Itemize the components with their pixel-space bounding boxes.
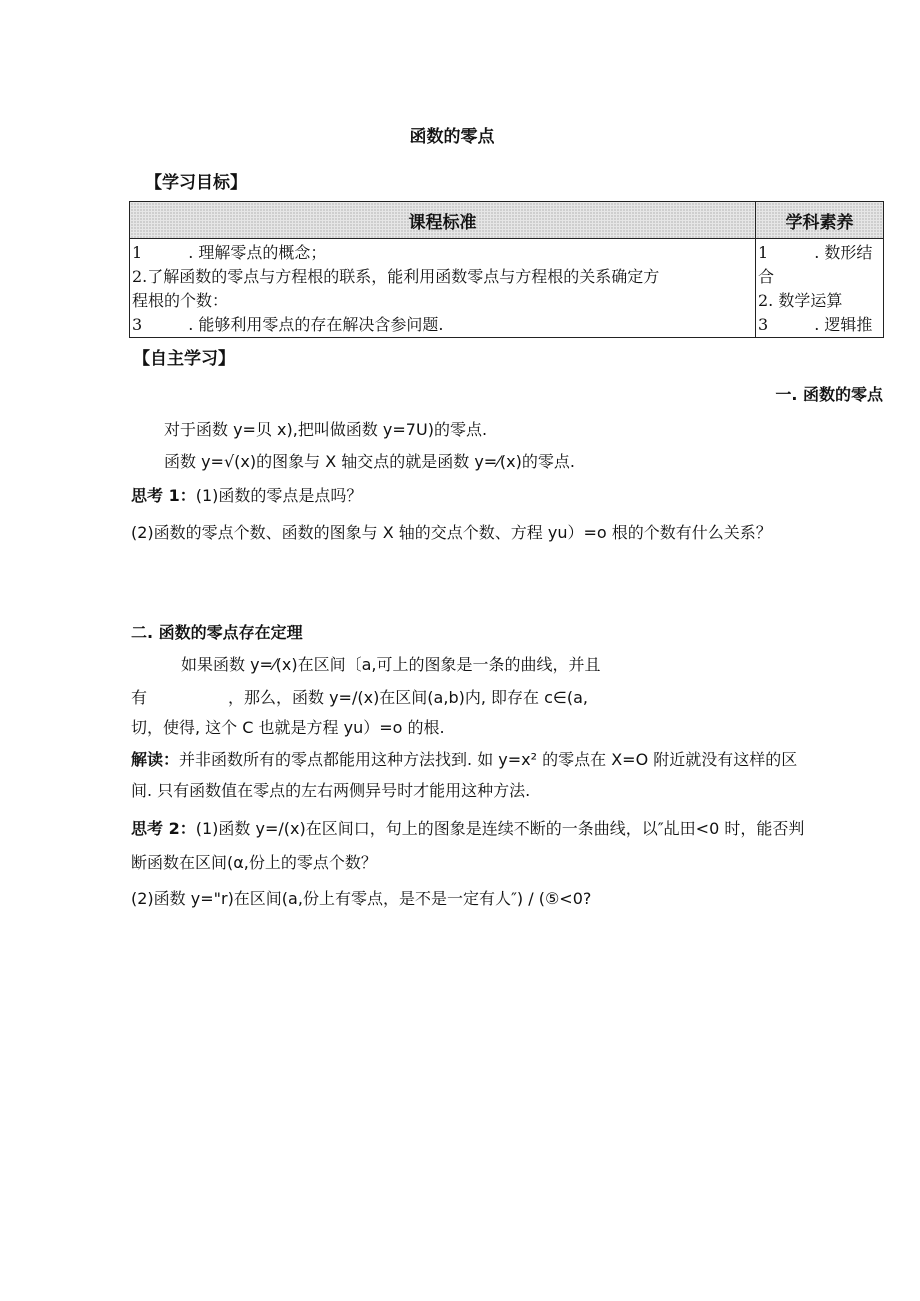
goals-table <box>129 201 884 338</box>
literacy-item-1-text: . 数形结 <box>814 243 873 262</box>
interpretation-label: 解读： <box>131 750 180 769</box>
literacy-item-1-num: 1 <box>758 243 769 262</box>
learning-goals-heading: 【学习目标】 <box>145 173 247 193</box>
think-1 <box>131 484 362 508</box>
standard-item-1-num: 1 <box>132 243 143 262</box>
header-subject-literacy: 学科素养 <box>756 202 884 239</box>
literacy-item-3 <box>758 313 882 337</box>
standard-item-1 <box>132 241 754 265</box>
goals-table-header-row <box>130 202 884 239</box>
section-2-line-2b: ，那么，函数 y=/(x)在区间(a,b)内, 即存在 c∈(a, <box>228 688 588 707</box>
section-1-line-2: 函数 y=√(x)的图象与 X 轴交点的就是函数 y=⁄(x)的零点. <box>164 452 575 471</box>
standard-item-2-line-1: 2.了解函数的零点与方程根的联系，能利用函数零点与方程根的关系确定方 <box>132 267 660 286</box>
interpretation-text-1: 并非函数所有的零点都能用这种方法找到. 如 y=x² 的零点在 X=O 附近就没有这样的区 <box>179 750 798 769</box>
think-2-question-1a: (1)函数 y=/(x)在区间口，句上的图象是连续不断的一条曲线，以″乩田<0 时，能否判 <box>195 819 805 838</box>
subject-literacy-cell <box>756 239 884 338</box>
section-2-line-3: 切，使得, 这个 C 也就是方程 yu）=o 的根. <box>131 718 445 737</box>
self-study-heading: 【自主学习】 <box>133 349 235 369</box>
standard-item-2-line-2: 程根的个数： <box>132 291 229 310</box>
literacy-item-3-text: . 逻辑推 <box>814 315 873 334</box>
course-standard-cell <box>130 239 756 338</box>
standard-item-3 <box>132 313 754 337</box>
section-2-line-2a: 有 <box>131 688 148 707</box>
interpretation <box>131 748 797 772</box>
think-1-question-1: (1)函数的零点是点吗？ <box>195 486 363 505</box>
think-2-question-1b: 断函数在区间(α,份上的零点个数？ <box>131 853 377 872</box>
think-2-question-2: (2)函数 y="r)在区间(a,份上有零点，是不是一定有人″) / (⑤<0? <box>131 889 592 908</box>
standard-item-1-text: . 理解零点的概念； <box>188 243 327 262</box>
section-1-heading: 一. 函数的零点 <box>775 385 883 404</box>
literacy-item-3-num: 3 <box>758 315 769 334</box>
literacy-item-1 <box>758 241 882 265</box>
standard-item-3-num: 3 <box>132 315 143 334</box>
literacy-item-2: 2. 数学运算 <box>758 291 843 310</box>
think-2 <box>131 817 804 841</box>
section-2-heading: 二. 函数的零点存在定理 <box>131 623 303 642</box>
header-course-standard: 课程标准 <box>130 202 756 239</box>
think-2-label: 思考 2： <box>131 819 196 838</box>
section-1-line-1: 对于函数 y=贝 x),把叫做函数 y=7U)的零点. <box>164 420 488 439</box>
page-title: 函数的零点 <box>409 127 495 147</box>
think-1-question-2: (2)函数的零点个数、函数的图象与 X 轴的交点个数、方程 yu）=o 根的个数有什么关系？ <box>131 523 772 542</box>
goals-table-body-row <box>130 239 884 338</box>
literacy-item-1-cont: 合 <box>758 267 775 286</box>
section-2-line-1: 如果函数 y=⁄(x)在区间〔a,可上的图象是一条的曲线，并且 <box>181 655 601 674</box>
interpretation-text-2: 间. 只有函数值在零点的左右两侧异号时才能用这种方法. <box>131 781 531 800</box>
standard-item-3-text: . 能够利用零点的存在解决含参问题. <box>188 315 444 334</box>
think-1-label: 思考 1： <box>131 486 196 505</box>
